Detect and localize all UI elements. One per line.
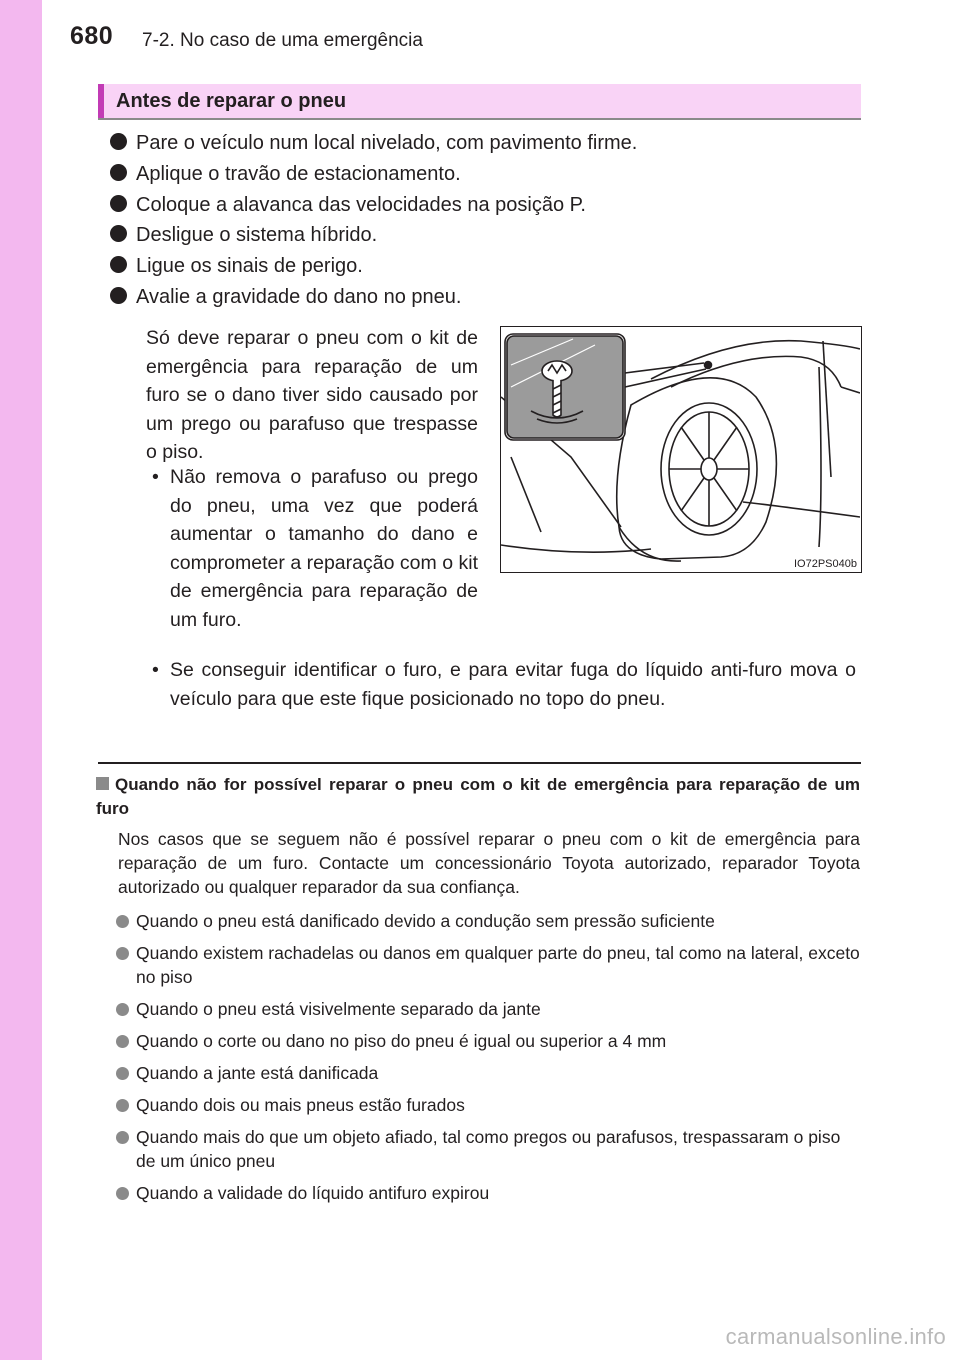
note-heading	[96, 773, 860, 821]
assess-paragraph: Só deve reparar o pneu com o kit de emergência para reparação de um furo se o dano tiver sido causado por um prego ou parafuso que trespasse o piso.	[146, 327, 478, 464]
sub-bullet-icon: •	[152, 466, 159, 488]
sub-list	[148, 463, 478, 635]
gray-bullet-icon	[116, 1035, 129, 1048]
bullet-icon	[110, 256, 127, 273]
list-item-text: Quando dois ou mais pneus estão furados	[136, 1095, 465, 1115]
list-item-text: Quando a jante está danificada	[136, 1063, 379, 1083]
bullet-icon	[110, 164, 127, 181]
list-item	[114, 1093, 860, 1117]
sub-item	[148, 656, 856, 713]
list-item	[114, 1061, 860, 1085]
sub-item-text: Não remova o parafuso ou prego do pneu, uma vez que poderá aumentar o tamanho do dano e comprometer a reparação com o kit de emergência para reparação de um furo.	[170, 466, 478, 631]
list-item-text: Quando o pneu está visivelmente separado da jante	[136, 999, 541, 1019]
note-heading-text: Quando não for possível reparar o pneu com o kit de emergência para reparação de um furo	[96, 775, 860, 818]
list-item	[114, 997, 860, 1021]
list-item-text: Ligue os sinais de perigo.	[136, 255, 363, 278]
sub-list	[148, 656, 856, 713]
chapter-side-bar	[0, 0, 42, 1360]
list-item	[114, 909, 860, 933]
bullet-icon	[110, 133, 127, 150]
list-item-text: Coloque a alavanca das velocidades na posição P.	[136, 193, 586, 216]
section-accent-bar	[98, 84, 104, 118]
sub-bullet-icon: •	[152, 659, 159, 681]
sub-item	[148, 463, 478, 635]
list-item	[110, 159, 637, 190]
bullet-icon	[110, 195, 127, 212]
list-item	[114, 1181, 860, 1205]
list-item-text: Quando mais do que um objeto afiado, tal como pregos ou parafusos, trespassaram o piso de um único pneu	[136, 1127, 841, 1171]
flat-tire-with-screw-icon	[501, 327, 860, 571]
list-item	[110, 128, 637, 159]
gray-bullet-icon	[116, 947, 129, 960]
list-item-text: Quando o corte ou dano no piso do pneu é igual ou superior a 4 mm	[136, 1031, 667, 1051]
gray-bullet-icon	[116, 1131, 129, 1144]
figure-code: IO72PS040b	[794, 558, 857, 570]
page-number: 680	[70, 22, 114, 50]
list-item-text: Quando o pneu está danificado devido a condução sem pressão suficiente	[136, 911, 715, 931]
note-list	[114, 909, 860, 1213]
chapter-title: 7-2. No caso de uma emergência	[142, 30, 423, 51]
list-item-text: Aplique o travão de estacionamento.	[136, 162, 461, 185]
square-bullet-icon	[96, 777, 109, 790]
gray-bullet-icon	[116, 1003, 129, 1016]
gray-bullet-icon	[116, 915, 129, 928]
section-title: Antes de reparar o pneu	[116, 90, 347, 112]
list-item	[110, 282, 637, 313]
list-item	[114, 941, 860, 989]
list-item-text: Desligue o sistema híbrido.	[136, 224, 378, 247]
tire-illustration	[500, 326, 862, 573]
section-header	[98, 84, 861, 120]
bullet-icon	[110, 225, 127, 242]
section-divider	[98, 762, 861, 764]
gray-bullet-icon	[116, 1099, 129, 1112]
gray-bullet-icon	[116, 1187, 129, 1200]
gray-bullet-icon	[116, 1067, 129, 1080]
list-item	[110, 220, 637, 251]
steps-list	[110, 128, 637, 313]
list-item-text: Pare o veículo num local nivelado, com pavimento firme.	[136, 132, 638, 154]
bullet-icon	[110, 287, 127, 304]
sub-item-text: Se conseguir identificar o furo, e para evitar fuga do líquido anti-furo mova o veículo para que este fique posicionado no topo do pneu.	[170, 659, 856, 710]
list-item-text: Quando existem rachadelas ou danos em qualquer parte do pneu, tal como na lateral, exceto no piso	[136, 943, 860, 987]
list-item	[110, 190, 637, 221]
list-item-text: Avalie a gravidade do dano no pneu.	[136, 285, 462, 308]
watermark: carmanualsonline.info	[725, 1324, 946, 1349]
list-item	[114, 1125, 860, 1173]
list-item	[114, 1029, 860, 1053]
list-item	[110, 251, 637, 282]
list-item-text: Quando a validade do líquido antifuro expirou	[136, 1183, 490, 1203]
note-body: Nos casos que se seguem não é possível reparar o pneu com o kit de emergência para reparação de um furo. Contacte um concessionário Toyota autorizado, reparador Toyota autorizado ou qualquer reparador da sua confiança.	[118, 829, 860, 897]
